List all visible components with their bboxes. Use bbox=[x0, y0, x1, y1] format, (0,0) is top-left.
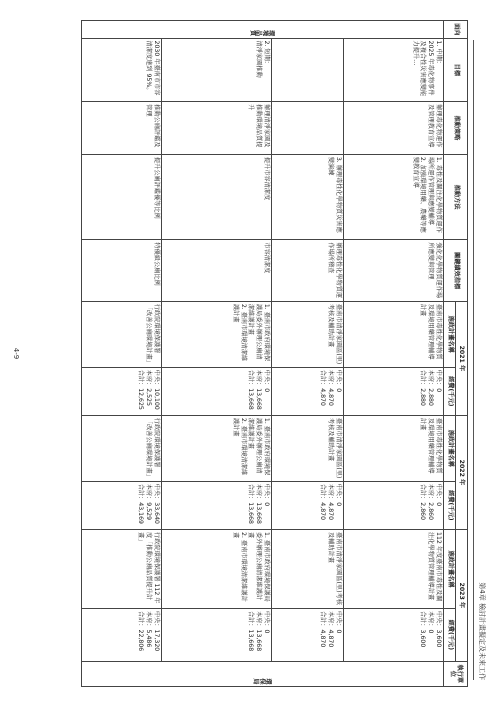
page-number: 4-9 bbox=[12, 347, 20, 360]
col-strategy: 推動策略 bbox=[444, 102, 468, 155]
col-2021: 2021 年 bbox=[456, 301, 468, 415]
plan-2021-cell: 1. 臺南市政府環境保護局委外辦理公廁清潔維護計畫 2. 臺南市環境清潔維護計畫 bbox=[162, 301, 272, 367]
col-2023-budget: 經費(千元) bbox=[444, 609, 456, 662]
goal-cell: 2030 年臺南市市容清潔度達到 95%。 bbox=[82, 38, 162, 102]
plan-2022-cell: 臺南市清淨家園區(里)考核及輔助計畫 bbox=[272, 415, 344, 481]
plan-2021-cell: 行政院環境保護署「改善公廁環境計畫」 bbox=[82, 301, 162, 367]
plan-2023-cell: 行政院環境保護署 112 年度「推動公廁品質提升計畫」 bbox=[82, 530, 162, 609]
budget-2021-cell: 中央：10,100 本府：2,525 合計：12,625 bbox=[82, 367, 162, 415]
strategy-cell: 推動公廁評鑑及管理 bbox=[82, 102, 162, 155]
dimension-cell: 環境品質 bbox=[82, 21, 444, 39]
budget-2022-cell: 中央：0 本府：2,860 合計：2,860 bbox=[344, 481, 444, 529]
col-2022: 2022 年 bbox=[456, 415, 468, 529]
col-2021-budget: 經費(千元) bbox=[444, 367, 456, 415]
col-indicator: 關鍵績效指標 bbox=[444, 240, 468, 301]
strategy-cell: 辦理清淨家園及推動環境品質提升 bbox=[162, 102, 272, 155]
table-row bbox=[162, 21, 272, 687]
method-cell: 提升公廁評鑑優等比例 bbox=[82, 154, 162, 240]
plan-2022-cell: 1. 臺南市政府環境保護局委外辦理公廁清潔維護計畫 2. 臺南市環境清潔維護計畫 bbox=[162, 415, 272, 481]
budget-2023-cell: 中央：0 本府：4,870 合計：4,870 bbox=[272, 609, 344, 662]
indicator-cell: 辦理毒性化學物質運作場所稽查 bbox=[272, 240, 344, 301]
indicator-cell: 特優級公廁比例 bbox=[82, 240, 162, 301]
goal-cell: 2. 短期： 清淨家園推動 bbox=[162, 38, 272, 102]
plan-2022-cell: 行政院環境保護署「改善公廁環境計畫」 bbox=[82, 415, 162, 481]
col-dimension: 面向 bbox=[444, 21, 468, 39]
budget-2022-cell: 中央：0 本府：13,668 合計：13,668 bbox=[162, 481, 272, 529]
table-row bbox=[82, 21, 162, 687]
chapter-header: 第4章 檢討計畫擬定及未來工作 bbox=[473, 40, 490, 680]
col-2022-budget: 經費(千元) bbox=[444, 481, 456, 529]
plan-2023-cell: 112 年度臺南市毒性及關注化學物質管理輔導計畫 bbox=[344, 530, 444, 609]
col-2022-plan: 施政計畫名稱 bbox=[444, 415, 456, 481]
col-exec-unit: 執行單位 bbox=[444, 661, 468, 686]
goal-cell bbox=[272, 38, 344, 102]
col-method: 推動方法 bbox=[444, 154, 468, 240]
indicator-cell: 強化化學物質運作場所應變與管理 bbox=[344, 240, 444, 301]
budget-2022-cell: 中央：0 本府：4,870 合計：4,870 bbox=[272, 481, 344, 529]
indicator-cell: 市容清潔度 bbox=[162, 240, 272, 301]
col-2023: 2023 年 bbox=[456, 530, 468, 662]
goal-cell: 1. 中期： 2025 年毒化物事件及複合性災害應變能力提升… bbox=[344, 38, 444, 102]
table-row bbox=[272, 21, 344, 687]
budget-2023-cell: 中央：0 本府：13,668 合計：13,668 bbox=[162, 609, 272, 662]
exec-unit-cell: 環保局 bbox=[82, 661, 444, 686]
budget-2021-cell: 中央：0 本府：13,668 合計：13,668 bbox=[162, 367, 272, 415]
budget-2023-cell: 中央：17,320 本府：5,486 合計：22,806 bbox=[82, 609, 162, 662]
budget-2021-cell: 中央：0 本府：4,870 合計：4,870 bbox=[272, 367, 344, 415]
budget-2022-cell: 中央：33,640 本府：9,529 合計：43,169 bbox=[82, 481, 162, 529]
plan-2023-cell: 臺南市清淨家園區(里)考核及輔助計畫 bbox=[272, 530, 344, 609]
method-cell: 1. 毒性及關注化學物質運作場所運作管理與應變輔導 2. 加強環境用藥、農藥等應變教育宣導 bbox=[344, 154, 444, 240]
plan-table bbox=[82, 20, 469, 687]
plan-2021-cell: 臺南市清淨家園區(里)考核及輔助計畫 bbox=[272, 301, 344, 367]
col-2021-plan: 施政計畫名稱 bbox=[444, 301, 456, 367]
method-cell: 提升市容清潔度 bbox=[162, 154, 272, 240]
budget-2021-cell: 中央：0 本府：2,880 合計：2,880 bbox=[344, 367, 444, 415]
method-cell: 3. 辦理毒性化學物質災害應變演練 bbox=[272, 154, 344, 240]
table-row bbox=[344, 21, 444, 687]
plan-2021-cell: 臺南市毒性化學物質及環境用藥管理輔導計畫 bbox=[344, 301, 444, 367]
strategy-cell bbox=[272, 102, 344, 155]
plan-2023-cell: 1. 臺南市政府環境保護局委外辦理公廁清潔維護計畫 2. 臺南市環境清潔維護計畫 bbox=[162, 530, 272, 609]
plan-2022-cell: 臺南市毒性化學物質及環境用藥管理輔導計畫 bbox=[344, 415, 444, 481]
strategy-cell: 辦理毒化物運作及管理教育宣導 bbox=[344, 102, 444, 155]
budget-2023-cell: 中央：3,600 本府：0 合計：3,600 bbox=[344, 609, 444, 662]
col-goal: 目標 bbox=[444, 38, 468, 102]
col-2023-plan: 施政計畫名稱 bbox=[444, 530, 456, 609]
